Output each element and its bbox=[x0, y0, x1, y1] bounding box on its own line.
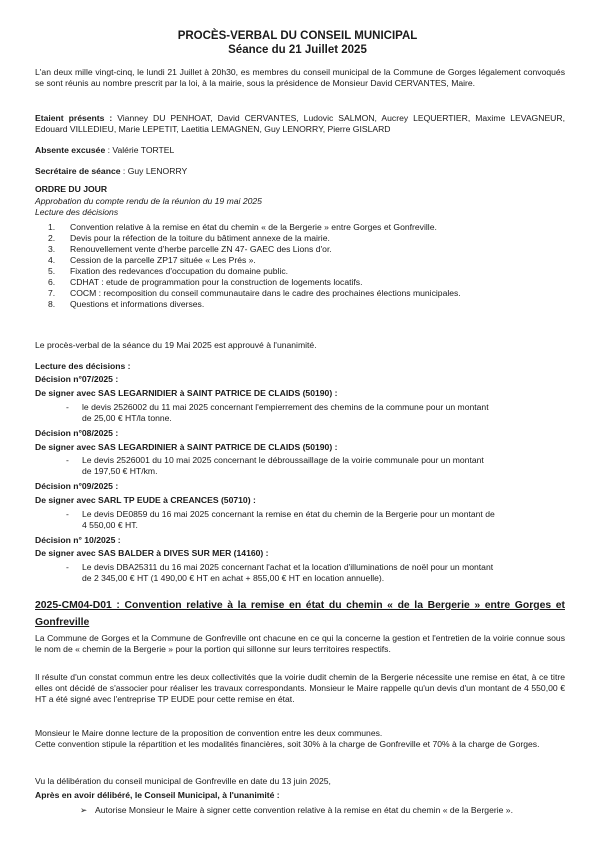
decision-detail bbox=[82, 562, 565, 584]
dash-bullet: - bbox=[66, 455, 69, 465]
decision-signatory: De signer avec SARL TP EUDE à CREANCES (50710) : bbox=[35, 495, 256, 505]
agenda-item-number: 8. bbox=[48, 299, 56, 309]
dash-bullet: - bbox=[66, 562, 69, 572]
agenda-item bbox=[48, 299, 548, 310]
agenda-item-number: 7. bbox=[48, 288, 56, 298]
attendance-absent bbox=[35, 145, 565, 156]
dash-bullet: - bbox=[66, 509, 69, 519]
intro-paragraph: L'an deux mille vingt-cinq, le lundi 21 Juillet à 20h30, es membres du conseil municipal de la Commune de Gorges légalement convoqués se sont réunis au nombre prescrit par la loi, à la mairie, sous la présidence de Monsieur David CERVANTES, Maire. bbox=[35, 67, 565, 88]
section-paragraph-line: Monsieur le Maire donne lecture de la proposition de convention entre les deux communes. bbox=[35, 728, 383, 738]
document-title: PROCÈS-VERBAL DU CONSEIL MUNICIPAL bbox=[177, 30, 418, 42]
decision-detail-line: 4 550,00 € HT. bbox=[82, 520, 138, 530]
agenda-item-number: 3. bbox=[48, 244, 56, 254]
agenda-item-number: 4. bbox=[48, 255, 56, 265]
agenda-item-text: Fixation des redevances d'occupation du domaine public. bbox=[70, 266, 289, 276]
decision-title: Décision n°09/2025 : bbox=[35, 481, 119, 491]
decision-signatory: De signer avec SAS LEGARDINIER à SAINT PATRICE DE CLAIDS (50190) : bbox=[35, 442, 338, 452]
agenda-item bbox=[48, 277, 548, 288]
agenda-item-number: 2. bbox=[48, 233, 56, 243]
decision-signatory: De signer avec SAS BALDER à DIVES SUR MER (14160) : bbox=[35, 548, 269, 558]
decisions-heading: Lecture des décisions : bbox=[35, 361, 131, 371]
decision-detail bbox=[82, 455, 565, 477]
decision-detail-line: de 25,00 € HT/la tonne. bbox=[82, 413, 172, 423]
decision-title: Décision n°08/2025 : bbox=[35, 428, 119, 438]
section-title bbox=[35, 597, 565, 631]
agenda-item-text: CDHAT : etude de programmation pour la construction de logements locatifs. bbox=[70, 277, 363, 287]
decision-detail-line: Le devis DE0859 du 16 mai 2025 concernant la remise en état du chemin de la Bergerie pour un montant de bbox=[82, 509, 495, 519]
section-paragraph bbox=[35, 728, 565, 750]
agenda-item-text: COCM : recomposition du conseil communautaire dans le cadre des prochaines élections municipales. bbox=[70, 288, 461, 298]
approval-statement: Le procès-verbal de la séance du 19 Mai 2025 est approuvé à l'unanimité. bbox=[35, 340, 317, 350]
decision-detail-line: de 197,50 € HT/km. bbox=[82, 466, 158, 476]
section-paragraph: La Commune de Gorges et la Commune de Gonfreville ont chacune en ce qui la concerne la gestion et l'entretien de la voirie connue sous le nom de « chemin de la Bergerie » pour la portion qui sillonne sur leurs territoires respectifs. bbox=[35, 633, 565, 654]
decision-signatory: De signer avec SAS LEGARNIDIER à SAINT PATRICE DE CLAIDS (50190) : bbox=[35, 388, 338, 398]
absent-label: Absente excusée bbox=[35, 145, 106, 155]
section-title-text: 2025-CM04-D01 : Convention relative à la remise en état du chemin « de la Bergerie » entre Gorges et Gonfreville bbox=[35, 600, 565, 628]
agenda-item bbox=[48, 266, 548, 277]
agenda-item-number: 6. bbox=[48, 277, 56, 287]
section-paragraph: Il résulte d'un constat commun entre les deux collectivités que la voirie dudit chemin de la Bergerie nécessite une remise en état, à ce titre elles ont décidé de s'associer pour réaliser les travaux correspondants. Monsieur le Maire rappelle qu'un devis d'un montant de 4 550,00 € HT a été signé avec l'entreprise TP EUDE pour cette remise en état. bbox=[35, 672, 565, 704]
section-paragraph-line: Cette convention stipule la répartition et les modalités financières, soit 30% à la charge de Gonfreville et 70% à la charge de Gorges. bbox=[35, 739, 540, 749]
dash-bullet: - bbox=[66, 402, 69, 412]
agenda-heading: ORDRE DU JOUR bbox=[35, 184, 108, 194]
agenda-item-text: Convention relative à la remise en état du chemin « de la Bergerie » entre Gorges et Gonfreville. bbox=[70, 222, 437, 232]
session-date: Séance du 21 Juillet 2025 bbox=[228, 44, 367, 56]
decision-title: Décision n°07/2025 : bbox=[35, 374, 119, 384]
resolution-action: Autorise Monsieur le Maire à signer cette convention relative à la remise en état du chemin « de la Bergerie ». bbox=[95, 805, 513, 815]
section-paragraph: Vu la délibération du conseil municipal de Gonfreville en date du 13 juin 2025, bbox=[35, 776, 331, 786]
present-label: Etaient présents : bbox=[35, 113, 113, 123]
decision-detail-line: Le devis 2526001 du 10 mai 2025 concernant le débroussaillage de la voirie communale pour un montant bbox=[82, 455, 484, 465]
decision-detail bbox=[82, 509, 565, 531]
agenda-item-number: 1. bbox=[48, 222, 56, 232]
decision-title: Décision n° 10/2025 : bbox=[35, 535, 121, 545]
secretary-label: Secrétaire de séance bbox=[35, 166, 121, 176]
agenda-item-number: 5. bbox=[48, 266, 56, 276]
agenda-item bbox=[48, 233, 548, 244]
absent-names: : Valérie TORTEL bbox=[105, 145, 175, 155]
decision-detail-line: Le devis DBA25311 du 16 mai 2025 concernant l'achat et la location d'illuminations de noël pour un montant bbox=[82, 562, 494, 572]
attendance-present bbox=[35, 113, 565, 135]
decision-detail-line: de 2 345,00 € HT (1 490,00 € HT en achat + 855,00 € HT en location annuelle). bbox=[82, 573, 385, 583]
arrow-bullet-icon: ➢ bbox=[80, 805, 88, 815]
decision-detail bbox=[82, 402, 565, 424]
agenda-item-text: Renouvellement vente d'herbe parcelle ZN 47- GAEC des Lions d'or. bbox=[70, 244, 332, 254]
secretary-name: : Guy LENORRY bbox=[120, 166, 188, 176]
deliberation-statement: Après en avoir délibéré, le Conseil Municipal, à l'unanimité : bbox=[35, 790, 280, 800]
decision-detail-line: le devis 2526002 du 11 mai 2025 concernant l'empierrement des chemins de la commune pour un montant bbox=[82, 402, 489, 412]
agenda-item bbox=[48, 222, 548, 233]
secretary bbox=[35, 166, 565, 177]
agenda-list bbox=[48, 222, 548, 310]
agenda-decisions-reading: Lecture des décisions bbox=[35, 207, 119, 217]
agenda-item bbox=[48, 288, 548, 299]
agenda-item-text: Questions et informations diverses. bbox=[70, 299, 205, 309]
agenda-approval: Approbation du compte rendu de la réunion du 19 mai 2025 bbox=[35, 196, 262, 206]
agenda-item-text: Devis pour la réfection de la toiture du bâtiment annexe de la mairie. bbox=[70, 233, 330, 243]
agenda-item-text: Cession de la parcelle ZP17 située « Les Prés ». bbox=[70, 255, 256, 265]
agenda-item bbox=[48, 244, 548, 255]
agenda-item bbox=[48, 255, 548, 266]
present-names: Vianney DU PENHOAT, David CERVANTES, Ludovic SALMON, Aucrey LEQUERTIER, Maxime LEVAGNEUR, Edouard VILLEDIEU, Marie LEPETIT, Laetitia LEMAGNEN, Guy LENORRY, Pierre GISLARD bbox=[35, 113, 565, 134]
